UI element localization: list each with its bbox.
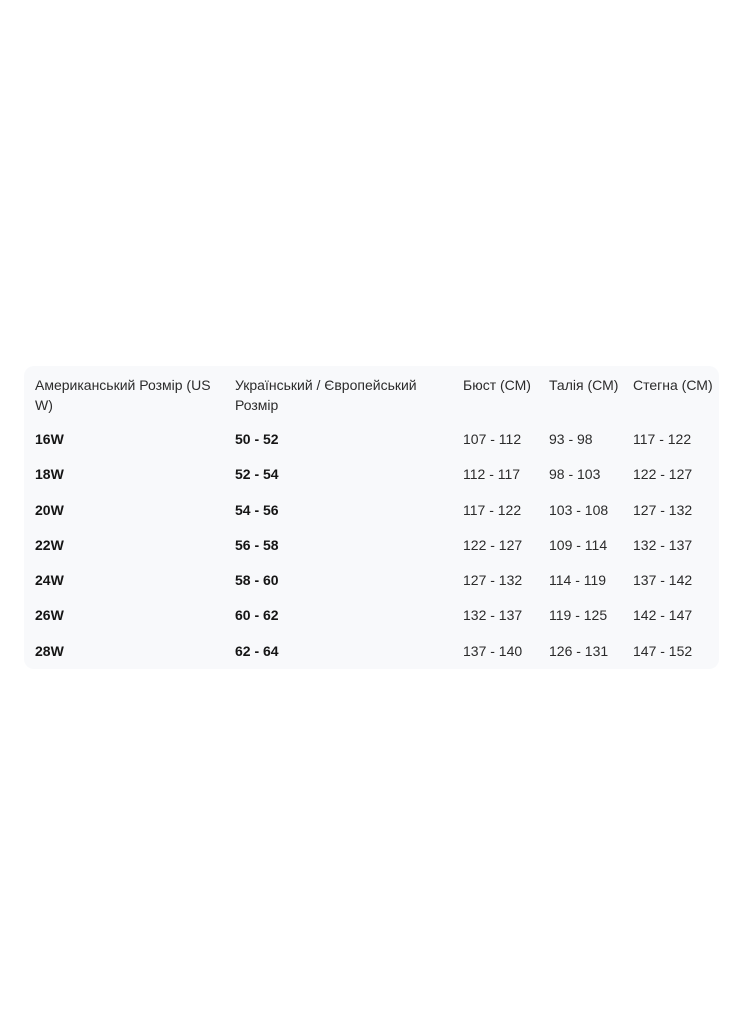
cell-ua-eu-size: 62 - 64 bbox=[235, 642, 279, 659]
cell-waist: 109 - 114 bbox=[549, 536, 608, 553]
cell-bust: 122 - 127 bbox=[463, 536, 523, 553]
table-row bbox=[24, 419, 719, 454]
cell-ua-eu-size: 54 - 56 bbox=[235, 501, 279, 518]
cell-waist: 93 - 98 bbox=[549, 431, 593, 447]
cell-hips: 127 - 132 bbox=[633, 501, 693, 518]
cell-bust: 137 - 140 bbox=[463, 642, 523, 659]
cell-ua-eu-size: 52 - 54 bbox=[235, 466, 279, 483]
size-chart-card bbox=[24, 366, 719, 669]
header-hips: Стегна (СМ) bbox=[633, 377, 713, 393]
header-row bbox=[24, 366, 719, 419]
cell-us-size: 26W bbox=[35, 607, 64, 624]
table-row bbox=[24, 560, 719, 595]
cell-us-size: 18W bbox=[35, 466, 64, 483]
size-chart-table bbox=[24, 366, 719, 666]
table-row bbox=[24, 595, 719, 630]
cell-bust: 132 - 137 bbox=[463, 607, 523, 624]
cell-hips: 132 - 137 bbox=[633, 536, 693, 553]
cell-waist: 98 - 103 bbox=[549, 466, 601, 483]
header-waist: Талія (СМ) bbox=[549, 377, 619, 393]
cell-ua-eu-size: 58 - 60 bbox=[235, 572, 279, 589]
header-us-size: Американський Розмір (US W) bbox=[35, 377, 211, 413]
cell-ua-eu-size: 50 - 52 bbox=[235, 431, 279, 447]
cell-waist: 103 - 108 bbox=[549, 501, 609, 518]
table-row bbox=[24, 525, 719, 560]
cell-ua-eu-size: 60 - 62 bbox=[235, 607, 279, 624]
cell-us-size: 24W bbox=[35, 572, 64, 589]
cell-hips: 117 - 122 bbox=[633, 431, 692, 447]
header-bust: Бюст (СМ) bbox=[463, 377, 531, 393]
table-body bbox=[24, 419, 719, 666]
table-header bbox=[24, 366, 719, 419]
cell-us-size: 22W bbox=[35, 536, 64, 553]
table-row bbox=[24, 631, 719, 666]
table-row bbox=[24, 454, 719, 489]
cell-hips: 142 - 147 bbox=[633, 607, 693, 624]
cell-waist: 119 - 125 bbox=[549, 607, 608, 624]
cell-waist: 114 - 119 bbox=[549, 572, 607, 589]
cell-hips: 122 - 127 bbox=[633, 466, 693, 483]
cell-hips: 147 - 152 bbox=[633, 642, 693, 659]
cell-us-size: 20W bbox=[35, 501, 64, 518]
cell-bust: 117 - 122 bbox=[463, 501, 522, 518]
cell-bust: 127 - 132 bbox=[463, 572, 523, 589]
cell-bust: 112 - 117 bbox=[463, 466, 521, 483]
cell-waist: 126 - 131 bbox=[549, 642, 609, 659]
cell-us-size: 28W bbox=[35, 642, 64, 659]
cell-us-size: 16W bbox=[35, 431, 64, 447]
table-row bbox=[24, 490, 719, 525]
header-ua-eu-size: Український / Європейський Розмір bbox=[235, 377, 417, 413]
cell-bust: 107 - 112 bbox=[463, 431, 522, 447]
cell-hips: 137 - 142 bbox=[633, 572, 693, 589]
cell-ua-eu-size: 56 - 58 bbox=[235, 536, 279, 553]
